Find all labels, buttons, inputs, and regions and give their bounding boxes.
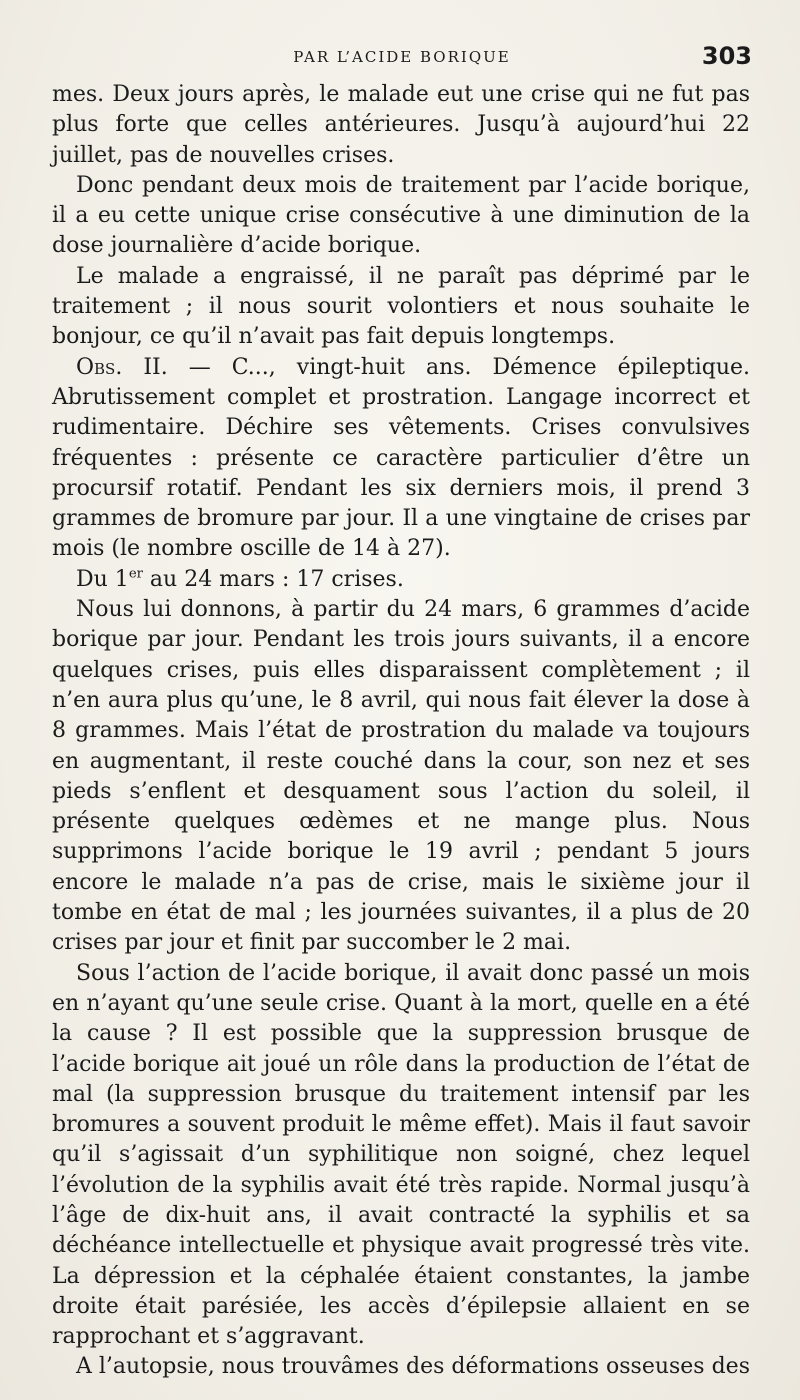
- page-header: [52, 40, 752, 80]
- paragraph-summary-treatment: Donc pendant deux mois de traitement par l’acide borique, il a eu cette unique crise consécutive à une diminution de la dose journalière d’acide borique.: [52, 172, 750, 259]
- paragraph-patient-condition: Le malade a engraissé, il ne paraît pas déprimé par le traitement ; il nous sourit volontiers et nous souhaite le bonjour, ce qu’il n’avait pas fait depuis longtemps.: [52, 263, 750, 350]
- body-text: [52, 80, 750, 1383]
- page-number: 303: [701, 42, 752, 70]
- paragraph-march-crises: [52, 565, 750, 595]
- paragraph-continuation: mes. Deux jours après, le malade eut une crise qui ne fut pas plus forte que celles antérieures. Jusqu’à aujourd’hui 22 juillet, pas de nouvelles crises.: [52, 82, 750, 168]
- running-title: PAR L’ACIDE BORIQUE: [293, 48, 511, 66]
- date-suffix: au 24 mars : 17 crises.: [142, 566, 404, 592]
- observation-text: — C..., vingt-huit ans. Démence épileptique. Abrutissement complet et prostration. Langage incorrect et rudimentaire. Déchire ses vêtements. Crises convulsives fréquentes : présente ce caractère particulier d’être un procursif rotatif. Pendant les six derniers mois, il prend 3 grammes de bromure par jour. Il a une vingtaine de crises par mois (le nombre oscille de 14 à 27).: [52, 354, 751, 562]
- paragraph-observation-ii: [52, 353, 750, 565]
- observation-number: II.: [143, 354, 168, 380]
- date-ordinal: er: [128, 566, 143, 582]
- observation-label: Obs.: [76, 354, 123, 380]
- date-prefix: Du 1: [76, 566, 129, 592]
- paragraph-autopsy: A l’autopsie, nous trouvâmes des déformations osseuses des: [76, 1354, 750, 1380]
- paragraph-treatment-course: Nous lui donnons, à partir du 24 mars, 6 grammes d’acide borique par jour. Pendant les trois jours suivants, il a encore quelques crises, puis elles disparaissent complètement ; il n’en aura plus qu’une, le 8 avril, qui nous fait élever la dose à 8 grammes. Mais l’état de prostration du malade va toujours en augmentant, il reste couché dans la cour, son nez et ses pieds s’enflent et desquament sous l’action du soleil, il présente quelques œdèmes et ne mange plus. Nous supprimons l’acide borique le 19 avril ; pendant 5 jours encore le malade n’a pas de crise, mais le sixième jour il tombe en état de mal ; les journées suivantes, il a plus de 20 crises par jour et finit par succomber le 2 mai.: [52, 597, 750, 956]
- paragraph-discussion: Sous l’action de l’acide borique, il avait donc passé un mois en n’ayant qu’une seule crise. Quant à la mort, quelle en a été la cause ? Il est possible que la suppression brusque de l’acide borique ait joué un rôle dans la production de l’état de mal (la suppression brusque du traitement intensif par les bromures a souvent produit le même effet). Mais il faut savoir qu’il s’agissait d’un syphilitique non soigné, chez lequel l’évolution de la syphilis avait été très rapide. Normal jusqu’à l’âge de dix-huit ans, il avait contracté la syphilis et sa déchéance intellectuelle et physique avait progressé très vite. La dépression et la céphalée étaient constantes, la jambe droite était parésiée, les accès d’épilepsie allaient en se rapprochant et s’aggravant.: [52, 960, 750, 1350]
